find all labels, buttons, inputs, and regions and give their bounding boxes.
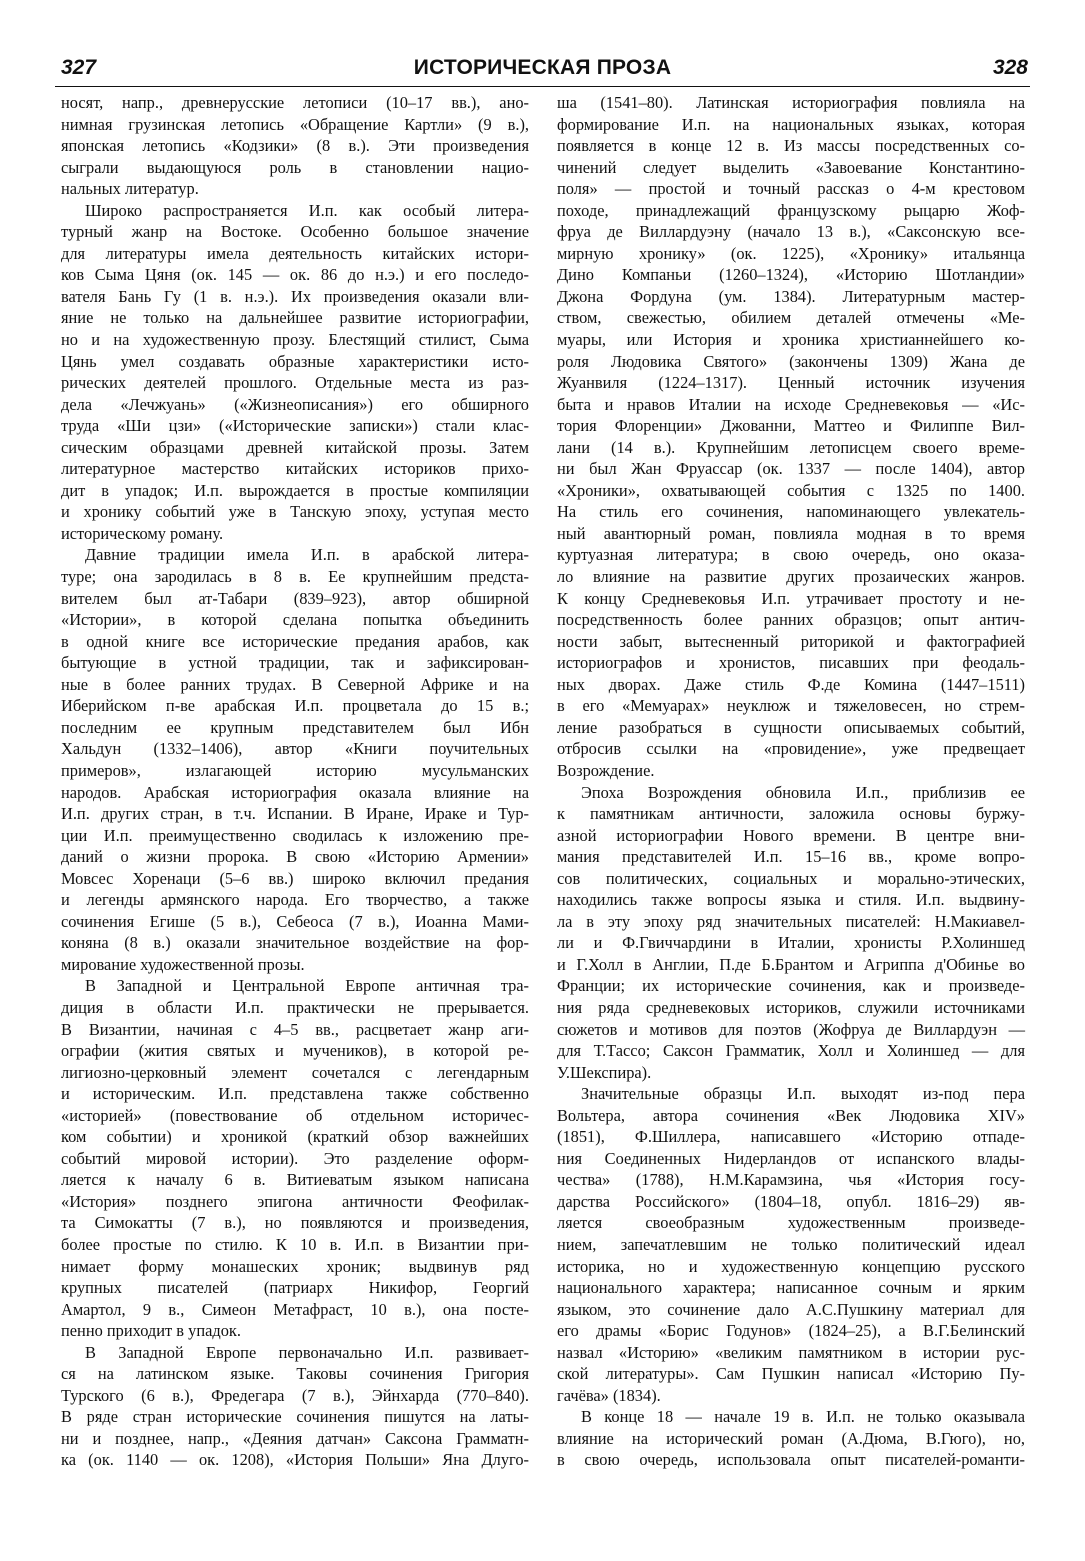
- text-line: дарства Российского» (1804–18, опубл. 1816–29) яв-: [557, 1191, 1025, 1211]
- text-line: влияние на исторический роман (А.Дюма, В.Гюго), но,: [557, 1428, 1025, 1448]
- text-line: В Западной и Центральной Европе античная тра-: [85, 976, 529, 996]
- text-line: У.Шекспира).: [557, 1062, 652, 1082]
- text-line: гачёва» (1834).: [557, 1385, 661, 1405]
- text-line: роля Людовика Святого» (закончены 1309) Жана де: [557, 351, 1025, 371]
- text-line: ся на латинском языке. Таковы сочинения Григория: [61, 1364, 529, 1384]
- text-line: ком событии) и хроникой (краткий обзор важнейших: [61, 1127, 529, 1147]
- text-line: сыграли выдающуюся роль в становлении нацио-: [61, 157, 529, 177]
- text-line: ла в эту эпоху ряд значительных писателей: Н.Макиавел-: [557, 911, 1025, 931]
- text-line: яние не только на дальнейшее развитие историографии,: [61, 308, 529, 328]
- text-line: ка (ок. 1140 — ок. 1208), «История Польши» Яна Длуго-: [61, 1450, 529, 1470]
- text-line: ление разобраться в сущности описываемых событий,: [557, 717, 1025, 737]
- text-line: На стиль его сочинения, напоминающего увлекатель-: [557, 502, 1025, 522]
- text-line: но и на художественную прозу. Блестящий стилист, Сыма: [61, 330, 529, 350]
- text-line: диция в области И.п. практически не прерывается.: [61, 997, 529, 1017]
- text-line: для Т.Тассо; Саксон Грамматик, Холл и Холиншед — для: [557, 1041, 1025, 1061]
- text-line: Амартол, 9 в., Симеон Метафраст, 10 в.), она посте-: [61, 1299, 529, 1319]
- text-line: событий мировой истории). Это разделение оформ-: [61, 1148, 529, 1168]
- text-line: ша (1541–80). Латинская историография повлияла на: [557, 93, 1025, 112]
- text-line: И.п. других стран, в т.ч. Испании. В Иране, Ираке и Тур-: [61, 804, 529, 824]
- page-number-right: 328: [992, 56, 1028, 79]
- text-line: «историей» (повествование об отдельном историчес-: [61, 1105, 529, 1125]
- text-line: для литературы имела деятельность китайских истори-: [61, 243, 529, 263]
- text-line: Дино Компаньи (1260–1324), «Историю Шотландии»: [557, 265, 1025, 285]
- text-line: сическим образцами древней китайской прозы. Затем: [61, 437, 529, 457]
- text-line: отбросив ссылки на «провидение», уже предвещает: [557, 739, 1025, 759]
- text-line: азной историографии Нового времени. В центре вни-: [557, 825, 1025, 845]
- text-line: Жуанвиля (1224–1317). Ценный источник изучения: [557, 373, 1025, 393]
- text-line: формирование И.п. на национальных языках, которая: [557, 114, 1025, 134]
- text-line: куртуазная литература; в свою очередь, оно оказа-: [557, 545, 1025, 565]
- text-line: лигиозно-церковный элемент сочетался с легендарным: [61, 1062, 529, 1082]
- text-line: ляется своеобразным художественным произведе-: [557, 1213, 1025, 1233]
- text-line: бытующие в устной традиции, так и зафиксирован-: [61, 653, 529, 673]
- text-line: Франции; их исторические сочинения, как и произведе-: [557, 976, 1025, 996]
- text-line: последним ее крупным представителем был Ибн: [61, 717, 529, 737]
- text-line: В Западной Европе первоначально И.п. развивает-: [85, 1342, 529, 1362]
- text-line: и хронику событий уже в Танскую эпоху, уступая место: [61, 502, 529, 522]
- text-line: В Византии, начиная с 4–5 вв., расцветает жанр аги-: [61, 1019, 529, 1039]
- text-line: мания представителей И.п. 15–16 вв., кроме вопро-: [557, 847, 1025, 867]
- text-line: ляется к началу 6 в. Витиеватым языком написана: [61, 1170, 529, 1190]
- right-column: [557, 92, 1025, 1471]
- text-line: ния Соединенных Нидерландов от испанского влады-: [557, 1148, 1025, 1168]
- text-line: ных дворах. Даже стиль Ф.де Комина (1447–1511): [557, 674, 1025, 694]
- text-line: историка, но и художественную концепцию русского: [557, 1256, 1025, 1276]
- text-line: сочинения Егише (5 в.), Себеоса (7 в.), Иоанна Мами-: [61, 911, 529, 931]
- text-line: и историческим. И.п. представлена также собственно: [61, 1084, 529, 1104]
- text-line: в его «Мемуарах» неуклюж и тяжеловесен, но стрем-: [557, 696, 1025, 716]
- text-line: посредственность более ранних образцов; опыт антич-: [557, 610, 1025, 630]
- text-line: историографов и хронистов, писавших при феодаль-: [557, 653, 1025, 673]
- text-line: находились также вопросы языка и стиля. И.п. выдвину-: [557, 890, 1025, 910]
- text-line: нием, запечатлевшим не только политический идеал: [557, 1234, 1025, 1254]
- text-line: турный жанр на Востоке. Особенно большое значение: [61, 222, 529, 242]
- text-line: литературное мастерство китайских историков прихо-: [61, 459, 529, 479]
- text-line: ные в более ранних трудах. В Северной Африке и на: [61, 674, 529, 694]
- text-line: ни был Жан Фруассар (ок. 1337 — после 1404), автор: [557, 459, 1025, 479]
- text-line: ством, свежестью, обилием деталей отмечены «Ме-: [557, 308, 1025, 328]
- text-line: в свою очередь, использовала опыт писателей-романти-: [557, 1450, 1025, 1470]
- text-line: сов политических, социальных и морально-этических,: [557, 868, 1025, 888]
- text-line: Давние традиции имела И.п. в арабской литера-: [85, 545, 529, 565]
- text-line: в одной книге все исторические предания арабов, как: [61, 631, 529, 651]
- text-line: туре; она зародилась в 8 в. Ее крупнейшим предста-: [61, 567, 529, 587]
- text-line: крупных писателей (патриарх Никифор, Георгий: [61, 1278, 529, 1298]
- text-line: народов. Арабская историография оказала влияние на: [61, 782, 529, 802]
- text-line: сюжетов и мотивов для поэтов (Жофруа де Виллардуэн —: [557, 1019, 1025, 1039]
- text-line: ния ряда средневековых историков, служили источниками: [557, 997, 1025, 1017]
- text-line: мирование художественной прозы.: [61, 954, 305, 974]
- text-line: Широко распространяется И.п. как особый литера-: [85, 200, 529, 220]
- text-line: дела «Лечжуань» («Жизнеописания») его обширного: [61, 394, 529, 414]
- text-line: походе, принадлежащий французскому рыцарю Жоф-: [557, 200, 1025, 220]
- text-line: Хальдун (1332–1406), автор «Книги поучительных: [61, 739, 529, 759]
- left-column: [61, 92, 529, 1471]
- text-line: и Г.Холл в Англии, П.де Б.Брантом и Агриппа д'Обинье во: [557, 954, 1025, 974]
- text-line: японская летопись «Кодзики» (8 в.). Эти произведения: [61, 136, 529, 156]
- text-line: поля» — простой и точный рассказ о 4-м крестовом: [557, 179, 1025, 199]
- text-line: Турского (6 в.), Фредегара (7 в.), Эйнхарда (770–840).: [61, 1385, 529, 1405]
- text-line: носят, напр., древнерусские летописи (10–17 вв.), ано-: [61, 93, 529, 112]
- text-line: быта и нравов Италии на исходе Средневековья — «Ис-: [557, 394, 1025, 414]
- text-line: тория Флоренции» Джованни, Маттео и Филиппе Вил-: [557, 416, 1025, 436]
- text-line: нимная грузинская летопись «Обращение Картли» (9 в.),: [61, 114, 529, 134]
- text-line: ло влияние на развитие других прозаических жанров.: [557, 567, 1025, 587]
- text-line: ни и позднее, напр., «Деяния датчан» Саксона Грамматн-: [61, 1428, 529, 1448]
- text-line: языком, это сочинение дало А.С.Пушкину материал для: [557, 1299, 1025, 1319]
- text-line: к памятникам античности, заложила основы буржу-: [557, 804, 1025, 824]
- text-line: нальных литератур.: [61, 179, 199, 199]
- text-line: труда «Ши цзи» («Исторические записки») стали клас-: [61, 416, 529, 436]
- text-line: чинений следует выделить «Завоевание Константино-: [557, 157, 1025, 177]
- text-line: пенно приходит в упадок.: [61, 1321, 241, 1341]
- text-line: появляется в конце 12 в. Из массы посредственных со-: [557, 136, 1025, 156]
- header-rule: [55, 86, 1030, 87]
- text-line: и легенды армянского народа. Его творчество, а также: [61, 890, 529, 910]
- text-line: «История» позднего эпигона античности Феофилак-: [61, 1191, 529, 1211]
- text-line: муары, или История и хроника христианнейшего ко-: [557, 330, 1025, 350]
- text-line: чества» (1788), Н.М.Карамзина, чья «История госу-: [557, 1170, 1025, 1190]
- text-line: Эпоха Возрождения обновила И.п., приблизив ее: [581, 782, 1025, 802]
- text-line: историческому роману.: [61, 523, 224, 543]
- text-line: назвал «Историю» «великим памятником в истории рус-: [557, 1342, 1025, 1362]
- running-header: [55, 56, 1030, 86]
- text-line: ности забыт, вытесненный риторикой и фактографией: [557, 631, 1025, 651]
- text-line: ской литературы». Сам Пушкин написал «Историю Пу-: [557, 1364, 1025, 1384]
- text-line: его драмы «Борис Годунов» (1824–25), а В.Г.Белинский: [557, 1321, 1025, 1341]
- page-number-left: 327: [61, 56, 97, 79]
- text-line: Иберийском п-ве арабская И.п. процветала до 15 в.;: [61, 696, 529, 716]
- text-line: В ряде стран исторические сочинения пишутся на латы-: [61, 1407, 529, 1427]
- text-line: нимает форму монашеских хроник; выдвинув ряд: [61, 1256, 529, 1276]
- text-line: фруа де Виллардуэну (начало 13 в.), «Саксонскую все-: [557, 222, 1025, 242]
- text-line: мирную хронику» (ок. 1225), «Хронику» итальянца: [557, 243, 1025, 263]
- text-line: лани (14 в.). Крупнейшим летописцем своего време-: [557, 437, 1025, 457]
- text-line: национального характера; написанное сочным и ярким: [557, 1278, 1025, 1298]
- text-line: вателя Бань Гу (1 в. н.э.). Их произведения оказали вли-: [61, 286, 529, 306]
- text-line: коняна (8 в.) оказали значительное воздействие на фор-: [61, 933, 529, 953]
- text-line: вителем был ат-Табари (839–923), автор обширной: [61, 588, 529, 608]
- text-line: (1851), Ф.Шиллера, написавшего «Историю отпаде-: [557, 1127, 1025, 1147]
- text-line: Джона Фордуна (ум. 1384). Литературным мастер-: [557, 286, 1025, 306]
- text-line: Мовсес Хоренаци (5–6 вв.) широко включил предания: [61, 868, 529, 888]
- text-line: Возрождение.: [557, 760, 655, 780]
- text-line: Цянь умел создавать образные характеристики исто-: [61, 351, 529, 371]
- text-line: ков Сыма Цяня (ок. 145 — ок. 86 до н.э.) и его последо-: [61, 265, 529, 285]
- text-line: дит в упадок; И.п. вырождается в простые компиляции: [61, 480, 529, 500]
- text-line: даний о жизни пророка. В свою «Историю Армении»: [61, 847, 529, 867]
- text-line: Вольтера, автора сочинения «Век Людовика XIV»: [557, 1105, 1025, 1125]
- text-line: примеров», излагающей историю мусульманских: [61, 760, 529, 780]
- text-line: более простые по стилю. К 10 в. И.п. в Византии при-: [61, 1234, 529, 1254]
- text-line: «Хроники», охватывающей события с 1325 по 1400.: [557, 480, 1025, 500]
- text-line: К концу Средневековья И.п. утрачивает простоту и не-: [557, 588, 1025, 608]
- text-line: Значительные образцы И.п. выходят из-под пера: [581, 1084, 1025, 1104]
- text-line: та Симокатты (7 в.), но появляются и произведения,: [61, 1213, 529, 1233]
- text-line: ции И.п. преимущественно сводилась к изложению пре-: [61, 825, 529, 845]
- text-line: ографии (жития святых и мучеников), в которой ре-: [61, 1041, 529, 1061]
- text-line: ли и Ф.Гвиччардини в Италии, хронисты Р.Холиншед: [557, 933, 1025, 953]
- text-line: В конце 18 — начале 19 в. И.п. не только оказывала: [581, 1407, 1025, 1427]
- text-line: «Истории», в которой сделана попытка объединить: [61, 610, 529, 630]
- text-line: рических деятелей прошлого. Отдельные места из раз-: [61, 373, 529, 393]
- running-title: ИСТОРИЧЕСКАЯ ПРОЗА: [413, 56, 672, 79]
- text-line: ный авантюрный роман, повлияла модная в то время: [557, 523, 1025, 543]
